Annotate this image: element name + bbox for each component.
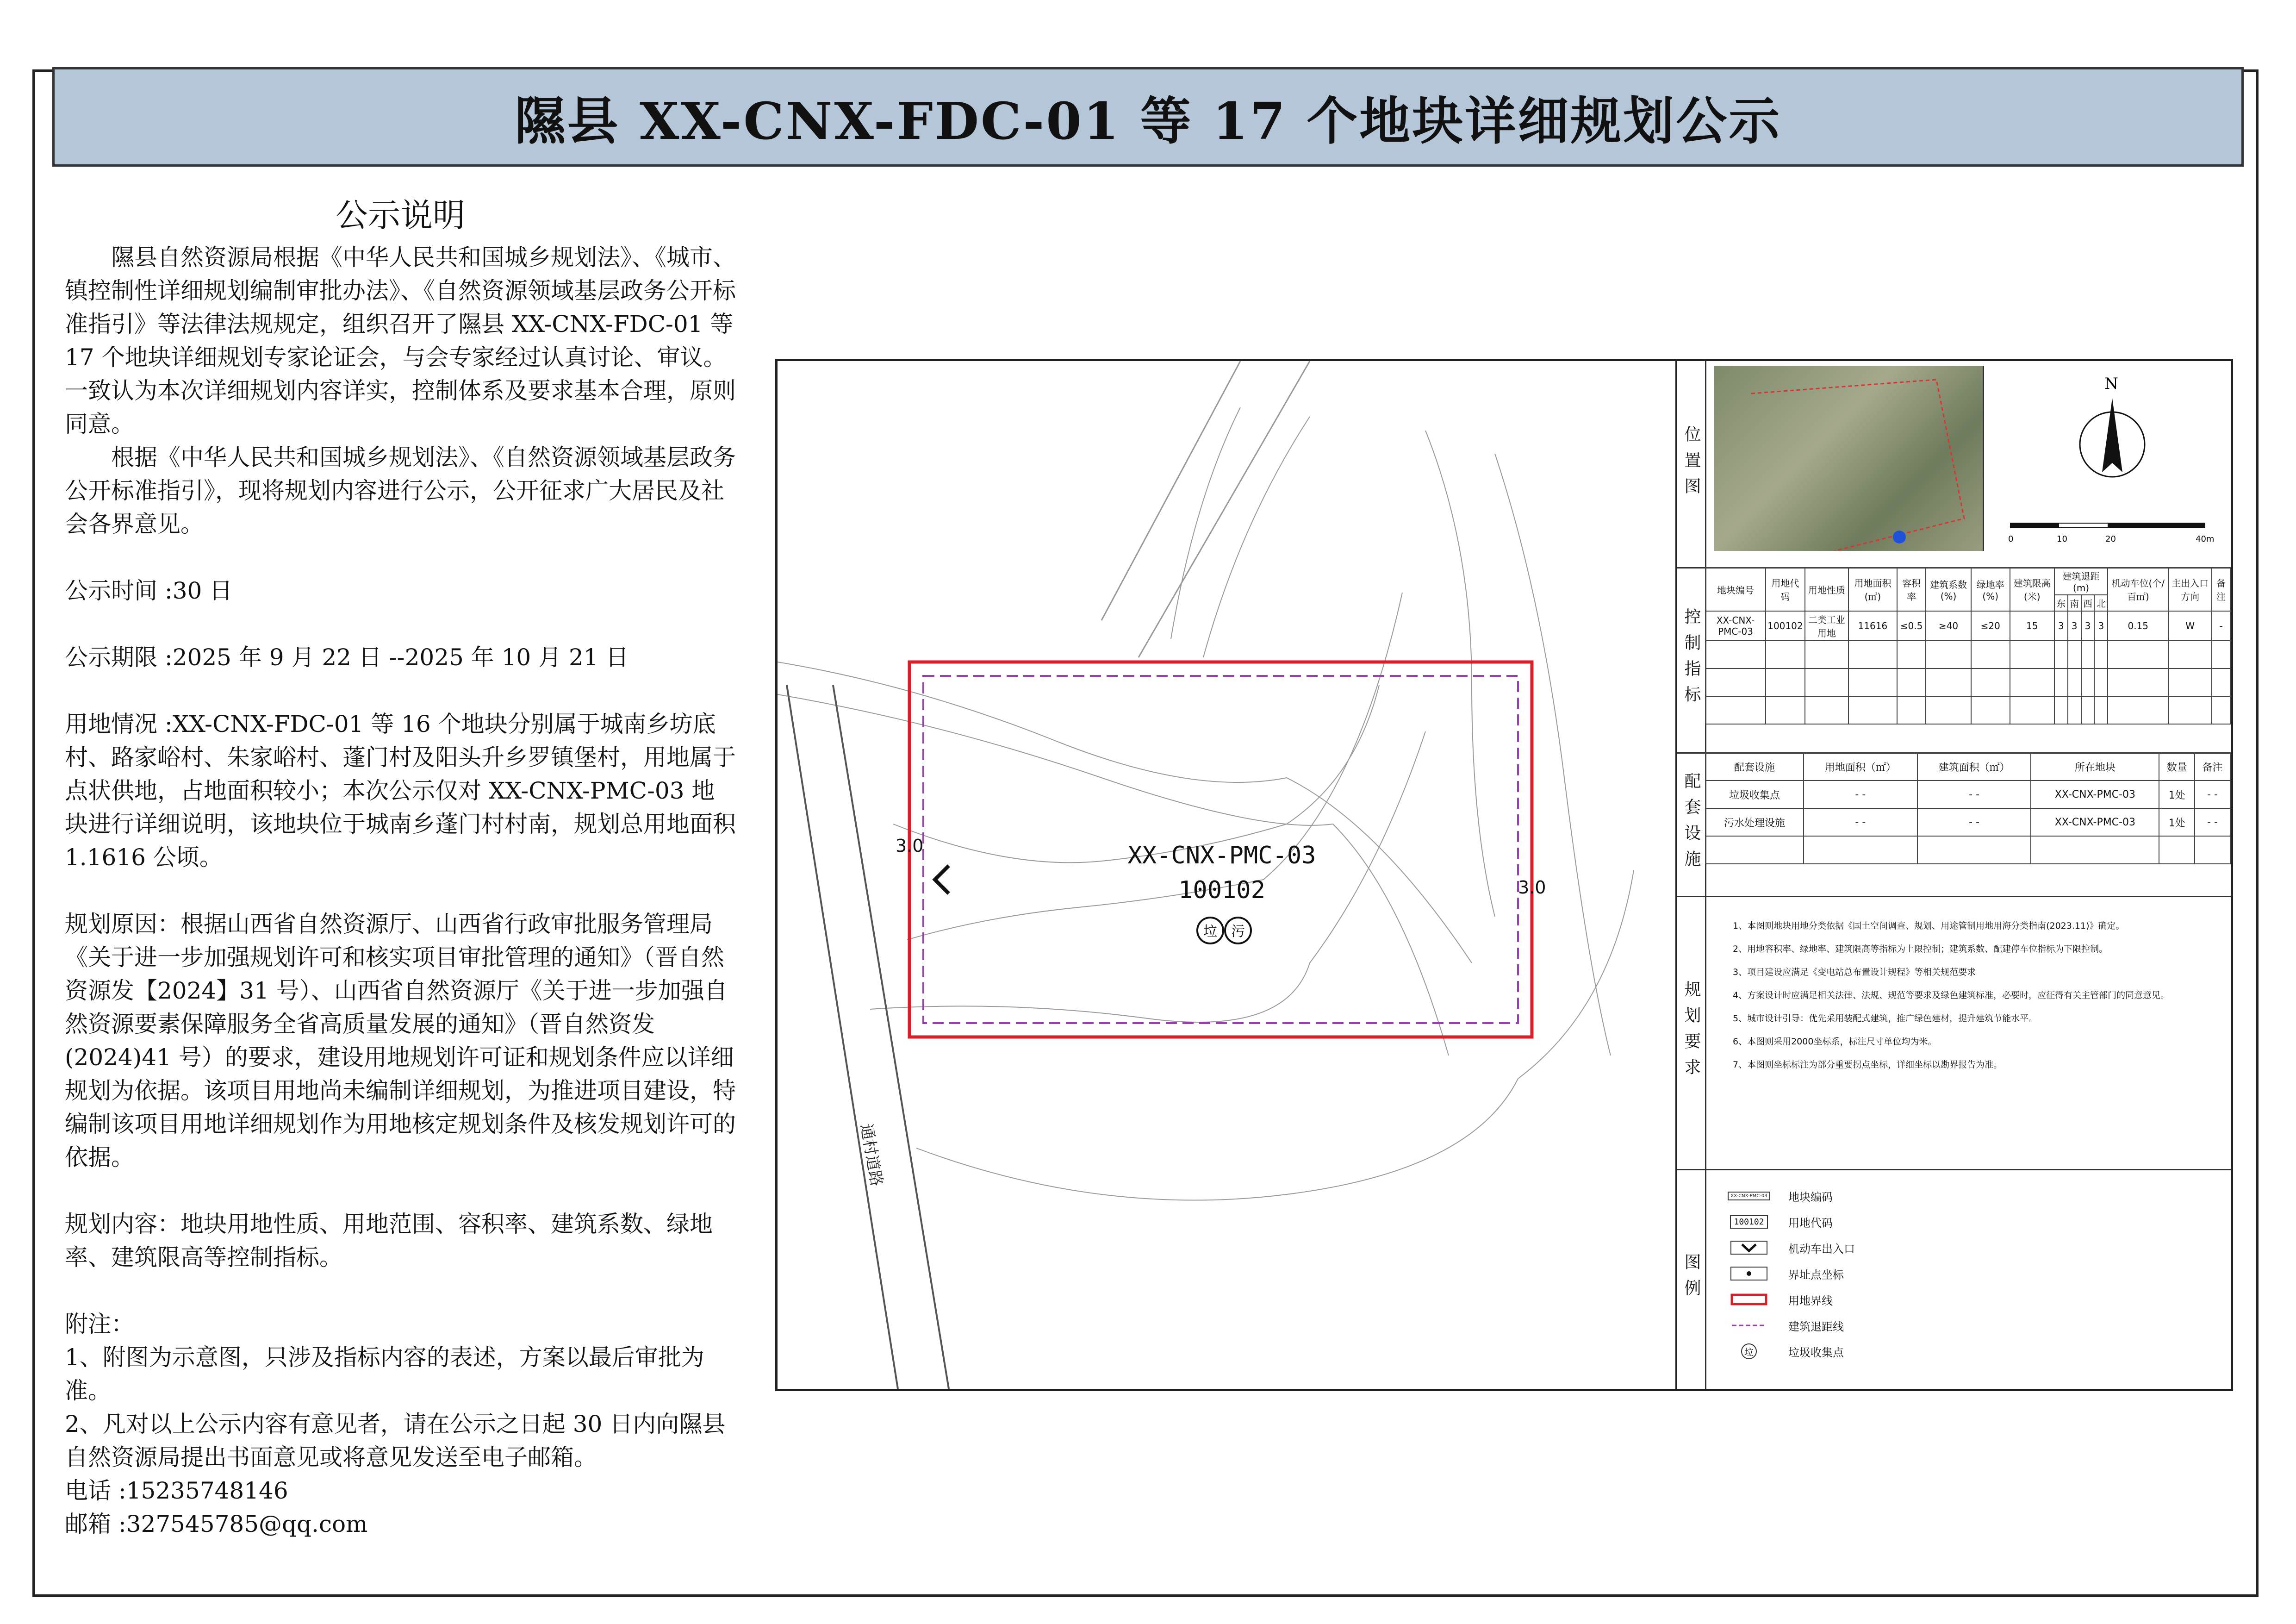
location-label: 位置图	[1677, 361, 1706, 567]
control-row: XX-CNX-PMC-03 100102 二类工业用地 11616 ≤0.5 ≥40 ≤20 15 3 3 3 3 0.15 W -	[1705, 611, 2230, 641]
location-thumbnail	[1714, 366, 1984, 551]
compass	[2001, 370, 2223, 523]
notice-heading: 公示说明	[336, 196, 465, 234]
notice-content: 规划内容：地块用地性质、用地范围、容积率、建筑系数、绿地率、建筑限高等控制指标。	[65, 1211, 713, 1271]
facility-section: 配套设施 配套设施 用地面积（㎡） 建筑面积（㎡） 所在地块 数量 备注 垃圾收集点 - - - - XX-CNX-PMC-03 1处 - - 污水处理设施 - - - - XX-CNX-PMC-03 1处 - -	[1677, 752, 2231, 897]
requirement-item: 5、城市设计引导：优先采用装配式建筑，推广绿色建材，提升建筑节能水平。	[1733, 1013, 2038, 1024]
facility-row: 垃圾收集点 - - - - XX-CNX-PMC-03 1处 - -	[1705, 781, 2230, 808]
legend-item: 界址点坐标	[1724, 1261, 2231, 1287]
contact-email: 邮箱 :327545785@qq.com	[65, 1511, 368, 1537]
notice-land-use: 用地情况 :XX-CNX-FDC-01 等 16 个地块分别属于城南乡坊底村、路家峪村、朱家峪村、蓬门村及阳头升乡罗镇堡村，用地属于点状供地，占地面积较小；本次公示仅对 XX-CNX-PMC-03 地块进行详细说明，该地块位于城南乡蓬门村村南，规划总用地面积 1.1616 公顷。	[65, 711, 736, 871]
site-map-svg	[778, 361, 1675, 1389]
notice-para1: 隰县自然资源局根据《中华人民共和国城乡规划法》、《城市、镇控制性详细规划编制审批办法》、《自然资源领域基层政务公开标准指引》等法律法规规定，组织召开了隰县 XX-CNX-FDC-01 等 17 个地块详细规划专家论证会，与会专家经过认真讨论、审议。一致认为本次详细规划内容详实，控制体系及要求基本合理，原则同意。	[65, 244, 736, 437]
road-label: 通村道路	[857, 1122, 886, 1188]
note-1: 1、附图为示意图，只涉及指标内容的表述，方案以最后审批为准。	[65, 1344, 704, 1404]
control-section: 控制指标 地块编号 用地代码 用地性质 用地面积(㎡) 容积率 建筑系数(%) 绿地率(%) 建筑限高(米) 建筑退距(m) 机动车位(个/百㎡) 主出入口方向 备注 东 南 西 北 XX-CNX-PMC-03 100102 二类工业用地 11616 ≤0.5 ≥40 ≤20 15 3 3 3 3 0.15 W -	[1677, 567, 2231, 754]
notice-duration: 公示时间 :30 日	[65, 577, 233, 604]
location-section	[1677, 361, 2231, 568]
notes-title: 附注：	[65, 1311, 134, 1337]
map-land-code: 100102	[1178, 876, 1265, 904]
notice-period: 公示期限 :2025 年 9 月 22 日 --2025 年 10 月 21 日	[65, 644, 629, 671]
title-banner	[52, 67, 2244, 167]
legend-item: 用地界线	[1724, 1287, 2231, 1312]
sewage-facility-icon: 污	[1231, 924, 1245, 940]
vehicle-entrance-icon	[935, 866, 949, 893]
facility-table: 配套设施 用地面积（㎡） 建筑面积（㎡） 所在地块 数量 备注 垃圾收集点 - - - - XX-CNX-PMC-03 1处 - - 污水处理设施 - - - - XX-CNX-PMC-03 1处 - -	[1705, 752, 2231, 864]
notice-reason: 规划原因：根据山西省自然资源厅、山西省行政审批服务管理局《关于进一步加强规划许可和核实项目审批管理的通知》（晋自然资源发【2024】31 号）、山西省自然资源厅《关于进一步加强自然资源要素保障服务全省高质量发展的通知》（晋自然资发 (2024)41 号）的要求，建设用地规划许可证和规划条件应以详细规划为依据。该项目用地尚未编制详细规划，为推进项目建设，特编制该项目用地详细规划作为用地核定规划条件及核发规划许可的依据。	[65, 911, 736, 1171]
legend-section: 图例 XX-CNX-PMC-03 地块编码 100102 用地代码 机动车出入口 界址点坐标 用地界线 建筑退距线 垃 垃圾收集点	[1677, 1169, 2231, 1389]
svg-text:20: 20	[2105, 534, 2116, 544]
requirement-item: 2、用地容积率、绿地率、建筑限高等指标为上限控制；建筑系数、配建停车位指标为下限控制。	[1733, 944, 2108, 954]
notice-column	[65, 194, 736, 1541]
requirement-item: 6、本图则采用2000坐标系，标注尺寸单位均为米。	[1733, 1037, 1937, 1047]
legend-item: 100102 用地代码	[1724, 1209, 2231, 1235]
setback-line-legend-icon	[1730, 1318, 1767, 1332]
facility-row: 污水处理设施 - - - - XX-CNX-PMC-03 1处 - -	[1705, 808, 2230, 836]
compass-n: N	[2104, 375, 2118, 393]
contact-phone: 电话 :15235748146	[65, 1477, 288, 1504]
setback-left-value: 3.0	[896, 836, 924, 856]
map-parcel-code: XX-CNX-PMC-03	[1127, 842, 1316, 869]
note-2: 2、凡对以上公示内容有意见者，请在公示之日起 30 日内向隰县自然资源局提出书面意见或将意见发送至电子邮箱。	[65, 1411, 726, 1471]
control-table: 地块编号 用地代码 用地性质 用地面积(㎡) 容积率 建筑系数(%) 绿地率(%) 建筑限高(米) 建筑退距(m) 机动车位(个/百㎡) 主出入口方向 备注 东 南 西 北 XX-CNX-PMC-03 100102 二类工业用地 11616 ≤0.5 ≥40 ≤20 15 3 3 3 3 0.15 W -	[1705, 567, 2231, 725]
legend-item: 建筑退距线	[1724, 1312, 2231, 1338]
land-line-legend-icon	[1730, 1293, 1767, 1306]
notice-para2: 根据《中华人民共和国城乡规划法》、《自然资源领域基层政务公开标准指引》，现将规划内容进行公示，公开征求广大居民及社会各界意见。	[65, 444, 736, 537]
page-title: 隰县 XX-CNX-FDC-01 等 17 个地块详细规划公示	[514, 91, 1782, 151]
svg-text:10: 10	[2057, 534, 2067, 544]
requirement-item: 4、方案设计时应满足相关法律、法规、规范等要求及绿色建筑标准，必要时，应征得有关主管部门的同意意见。	[1733, 990, 2170, 1000]
svg-text:40m: 40m	[2196, 534, 2215, 544]
svg-text:0: 0	[2008, 534, 2014, 544]
requirement-item: 1、本图则地块用地分类依据《国土空间调查、规划、用途管制用地用海分类指南(2023.11)》确定。	[1733, 921, 2125, 931]
info-panel	[1675, 361, 2231, 1389]
legend-item: XX-CNX-PMC-03 地块编码	[1724, 1183, 2231, 1209]
setback-right-value: 3.0	[1518, 877, 1546, 898]
requirement-item: 7、本图则坐标标注为部分重要拐点坐标，详细坐标以勘界报告为准。	[1733, 1060, 2003, 1070]
legend-item: 垃 垃圾收集点	[1724, 1338, 2231, 1364]
plan-drawing	[775, 359, 2233, 1391]
scale-bar	[2006, 521, 2219, 549]
entrance-legend-icon	[1730, 1241, 1767, 1255]
requirements-section: 规划要求 1、本图则地块用地分类依据《国土空间调查、规划、用途管制用地用海分类指南(2023.11)》确定。 2、用地容积率、绿地率、建筑限高等指标为上限控制；建筑系数、配建停车位指标为下限控制。 3、项目建设应满足《变电站总布置设计规程》等相关规范要求 4、方案设计时应满足相关法律、法规、规范等要求及绿色建筑标准，必要时，应征得有关主管部门的同意意见。 5、城市设计引导：优先采用装配式建筑，推广绿色建材，提升建筑节能水平。 6、本图则采用2000坐标系，标注尺寸单位均为米。 7、本图则坐标标注为部分重要拐点坐标，详细坐标以勘界报告为准。	[1677, 896, 2231, 1170]
boundary-point-legend-icon	[1730, 1267, 1767, 1280]
site-map	[778, 361, 1675, 1389]
requirement-item: 3、项目建设应满足《变电站总布置设计规程》等相关规范要求	[1733, 967, 1976, 977]
legend-item: 机动车出入口	[1724, 1235, 2231, 1261]
garbage-point-icon: 垃	[1203, 924, 1217, 940]
garbage-legend-icon: 垃	[1741, 1343, 1757, 1359]
